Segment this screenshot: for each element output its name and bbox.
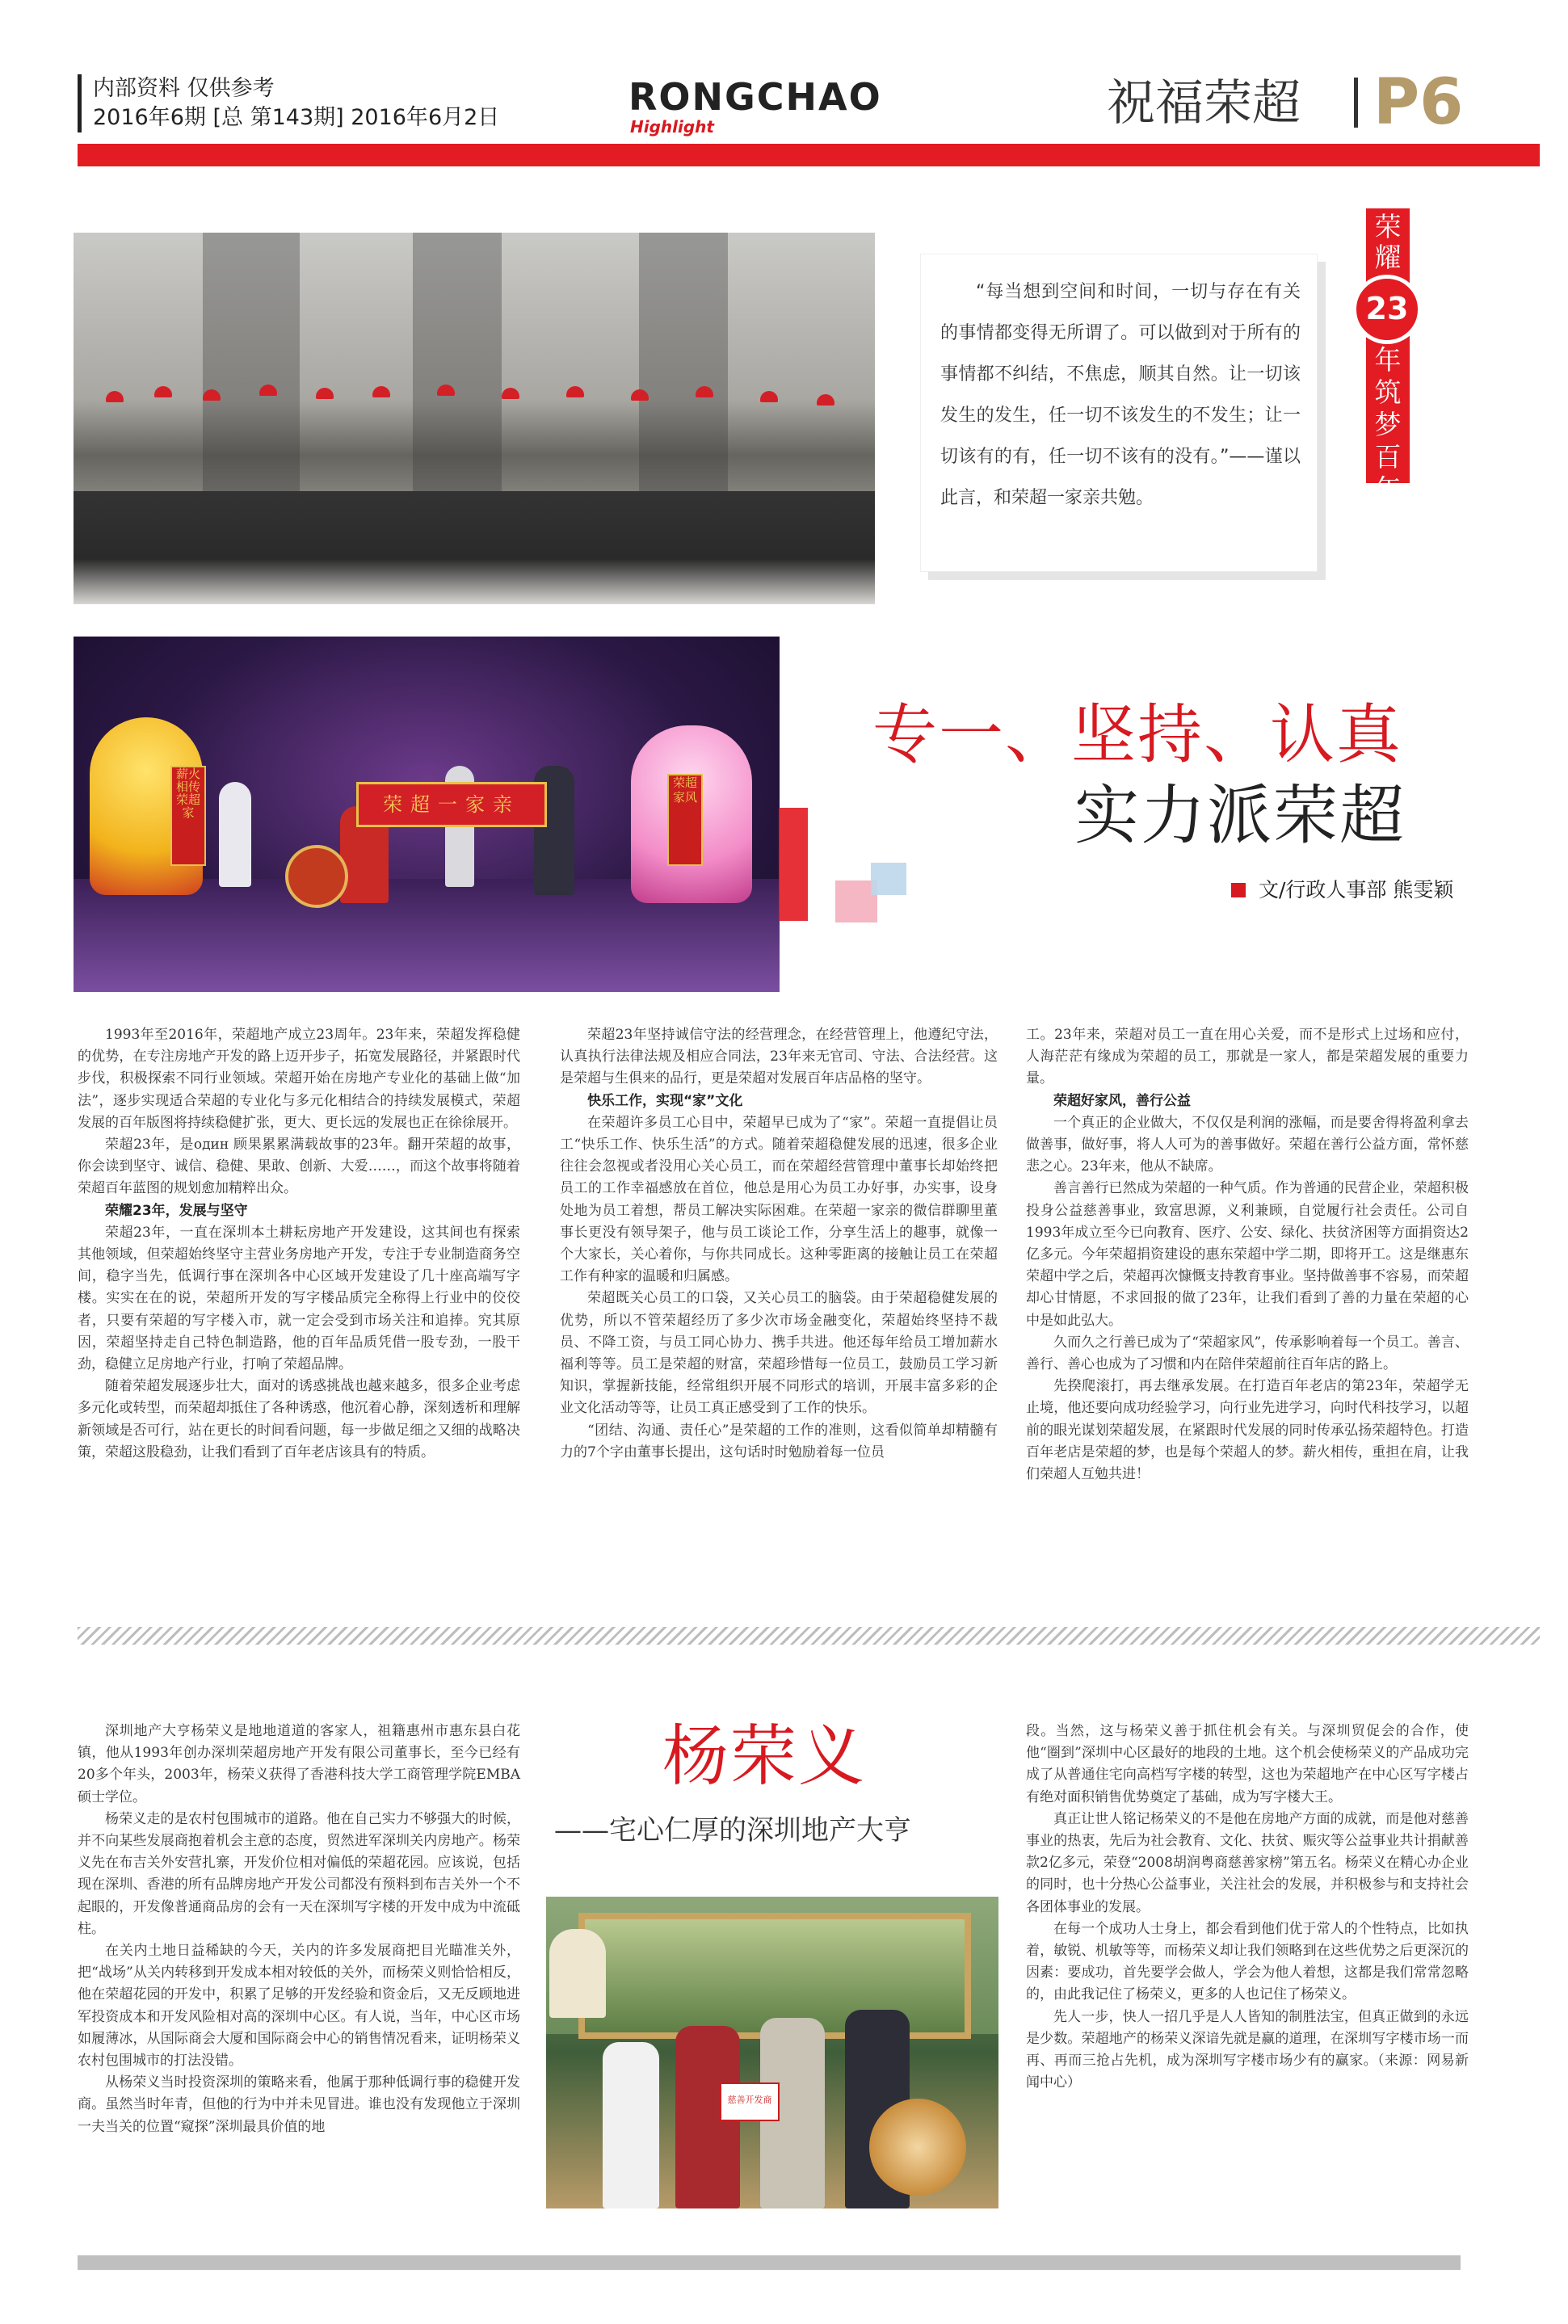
stage-banner — [356, 782, 547, 827]
paragraph: 荣超23年，一直在深圳本土耕耘房地产开发建设，这其间也有探索其他领域，但荣超始终坚守主营业务房地产开发，专注于专业制造商务空间，稳字当先，低调行事在深圳各中心区域开发建设了几十座高端写字楼。实实在在的说，荣超所开发的写字楼品质完全称得上行业中的佼佼者，只要有荣超的写字楼入市，就一定会受到市场关注和追捧。究其原因，荣超坚持走自己特色制造路，他的百年品质凭借一股专劲，一股干劲，稳健立足房地产行业，打响了荣超品牌。 — [78, 1224, 520, 1373]
article1-col3 — [1026, 1024, 1469, 1486]
award-photo — [546, 1897, 998, 2208]
paragraph: 久而久之行善已成为了“荣超家风”，传承影响着每一个员工。善言、善行、善心也成为了习惯和内在陪伴荣超前往百年店的路上。 — [1026, 1334, 1469, 1373]
paragraph: 在关内土地日益稀缺的今天，关内的许多发展商把目光瞄准关外，把“战场”从关内转移到开发成本相对较低的关外，而杨荣义则恰恰相反，他在荣超花园的开发中，积累了足够的开发经验和资金后，又无反顾地进军投资成本和开发风险相对高的深圳中心区。有人说，当年，中心区市场如履薄冰，从国际商会大厦和国际商会中心的销售情况看来，证明杨荣义农村包围城市的打法没错。 — [78, 1943, 520, 2070]
stage-photo — [74, 637, 780, 992]
page-number: P6 — [1373, 66, 1464, 139]
ribbon-bottom: 年筑梦百年 — [1374, 344, 1402, 505]
paragraph: 段。当然，这与杨荣义善于抓住机会有关。与深圳贸促会的合作，使他“圈到”深圳中心区最好的地段的土地。这个机会使杨荣义的产品成功完成了从普通住宅向高档写字楼的转型，这也为荣超地产在中心区写字楼占有绝对面积销售优势奠定了基础，成为写字楼大王。 — [1026, 1723, 1469, 1805]
paragraph: 工。23年来，荣超对员工一直在用心关爱，而不是形式上过场和应付，人海茫茫有缘成为荣超的员工，那就是一家人，都是荣超发展的重要力量。 — [1026, 1027, 1469, 1087]
logo-sub: Highlight — [630, 117, 714, 137]
section-divider — [78, 1627, 1540, 1645]
article1-col2 — [560, 1024, 998, 1464]
paragraph: 真正让世人铭记杨荣义的不是他在房地产方面的成就，而是他对慈善事业的热衷，先后为社会教育、文化、扶贫、赈灾等公益事业共计捐献善款2亿多元，荣登“2008胡润粤商慈善家榜”第五名。杨荣义在精心办企业的同时，也十分热心公益事业，关注社会的发展，并积极参与和支持社会各团体事业的发展。 — [1026, 1810, 1469, 1915]
ribbon-top: 荣耀 — [1374, 211, 1402, 273]
article2-col1 — [78, 1721, 520, 2138]
header-red-rule — [78, 144, 1540, 166]
logo — [628, 77, 882, 137]
byline-marker — [1231, 883, 1246, 897]
article1-col1 — [78, 1024, 520, 1464]
header-divider — [1354, 78, 1358, 128]
decor-square-red — [779, 808, 808, 921]
byline — [1231, 876, 1453, 905]
paragraph: 一个真正的企业做大，不仅仅是利润的涨幅，而是要舍得将盈利拿去做善事，做好事，将人人可为的善事做好。荣超在善行公益方面，常怀慈悲之心。23年来，他从不缺席。 — [1026, 1114, 1469, 1175]
paragraph: 荣超既关心员工的口袋，又关心员工的脑袋。由于荣超稳健发展的优势，所以不管荣超经历了多少次市场金融变化，荣超始终坚持不裁员、不降工资，与员工同心协力、携手共进。他还每年给员工增加薪水福利等等。员工是荣超的财富，荣超珍惜每一位员工，鼓励员工学习新知识，掌握新技能，经常组织开展不同形式的培训，开展丰富多彩的企业文化活动等等，让员工真正感受到了工作的快乐。 — [560, 1290, 998, 1417]
lion2-scroll: 荣超家风 — [667, 774, 703, 866]
paragraph: “团结、沟通、责任心”是荣超的工作的准则，这看似简单却精髓有力的7个字由董事长提出，这句话时时勉励着每一位员 — [560, 1422, 998, 1460]
decor-square-blue — [871, 863, 906, 895]
paragraph: 1993年至2016年，荣超地产成立23周年。23年来，荣超发挥稳健的优势，在专注房地产开发的路上迈开步子，拓宽发展路径，并紧跟时代步伐，积极探索不同行业领域。荣超开始在房地产专业化的基础上做“加法”，逐步实现适合荣超的专业化与多元化相结合的持续发展模式，荣超发展的百年版图将持续稳健扩张，更大、更长远的发展也正在徐徐展开。 — [78, 1027, 520, 1131]
article-title-line1: 专一、坚持、认真 — [872, 697, 1402, 772]
anniversary-ribbon-text — [1366, 212, 1410, 506]
section-heading: 快乐工作，实现“家”文化 — [587, 1092, 743, 1109]
paragraph: 在每一个成功人士身上，都会看到他们优于常人的个性特点，比如执着，敏锐、机敏等等，而杨荣义却让我们领略到在这些优势之后更深沉的因素：要成功，首先要学会做人，学会为他人着想，这都是我们常常忽略的，由此我记住了杨荣义，更多的人也记住了杨荣义。 — [1026, 1920, 1469, 2003]
section-title: 祝福荣超 — [1107, 75, 1301, 132]
byline-text: 文/行政人事部 熊雯颖 — [1259, 878, 1454, 901]
anniversary-number: 23 — [1365, 291, 1409, 326]
paragraph: 在荣超许多员工心目中，荣超早已成为了“家”。荣超一直提倡让员工“快乐工作、快乐生活”的方式。随着荣超稳健发展的迅速，很多企业往往会忽视或者没用心关心员工，而在荣超经营管理中董事长却始终把员工的工作幸福感放在首位，他总是用心为员工办好事，办实事，设身处地为员工着想，帮员工解决实际困难。在荣超一家亲的微信群聊里董事长更没有领导架子，他与员工谈论工作，分享生活上的趣事，就像一个大家长，关心着你，与你共同成长。这种零距离的接触让员工在荣超工作有种家的温暖和归属感。 — [560, 1114, 998, 1285]
paragraph: 从杨荣义当时投资深圳的策略来看，他属于那种低调行事的稳健开发商。虽然当时年青，但他的行为中并未见冒进。谁也没有发现他立于深圳一夫当关的位置“窥探”深圳最具价值的地 — [78, 2074, 520, 2135]
issue-info — [78, 74, 499, 132]
paragraph: 杨荣义走的是农村包围城市的道路。他在自己实力不够强大的时候，并不向某些发展商抱着机会主意的态度，贸然进军深圳关内房地产。杨荣义先在布吉关外安营扎寨，开发价位相对偏低的荣超花园。应该说，包括现在深圳、香港的所有品牌房地产开发公司都没有预料到布吉关外一个不起眼的，开发像普通商品房的会有一天在深圳写字楼的开发中成为中流砥柱。 — [78, 1810, 520, 1937]
article2-col3 — [1026, 1721, 1469, 2094]
gift-basket — [869, 2099, 966, 2196]
section-heading: 荣耀23年，发展与坚守 — [105, 1202, 248, 1219]
crowd — [74, 491, 875, 604]
article-title-line2: 实力派荣超 — [1074, 778, 1406, 853]
logo-main: RONGCHAO — [628, 75, 882, 119]
section-heading: 荣超好家风，善行公益 — [1053, 1092, 1191, 1109]
paragraph: 随着荣超发展逐步壮大，面对的诱惑挑战也越来越多，很多企业考虑多元化或转型，而荣超却抵住了各种诱惑，他沉着心静，深刻透析和理解新领域是否可行，站在更长的时间看问题，每一步做足细之又细的战略决策，荣超这股稳劲，让我们看到了百年老店该具有的特质。 — [78, 1378, 520, 1460]
paragraph: 荣超23年坚持诚信守法的经营理念，在经营管理上，他遵纪守法，认真执行法律法规及相应合同法，23年来无官司、守法、合法经营。这是荣超与生俱来的品行，更是荣超对发展百年店品格的坚守。 — [560, 1027, 998, 1087]
paragraph: 先人一步，快人一招几乎是人人皆知的制胜法宝，但真正做到的永远是少数。荣超地产的杨荣义深谙先就是赢的道理，在深圳写字楼市场一而再、再而三抢占先机，成为深圳写字楼市场少有的赢家。（来源：网易新闻中心） — [1026, 2008, 1469, 2091]
quote-text: “每当想到空间和时间，一切与存在有关的事情都变得无所谓了。可以做到对于所有的事情都不纠结，不焦虑，顺其自然。让一切该发生的发生，任一切不该发生的不发生；让一切该有的有，任一切不该有的没有。”——谨以此言，和荣超一家亲共勉。 — [940, 282, 1301, 508]
paragraph: 荣超23年，是один 顾果累累满载故事的23年。翻开荣超的故事，你会读到坚守、诚信、稳健、果敢、创新、大爱……，而这个故事将随着荣超百年蓝图的规划愈加精粹出众。 — [78, 1137, 520, 1197]
article2-subtitle: ——宅心仁厚的深圳地产大亨 — [554, 1814, 911, 1847]
footer-bar — [78, 2255, 1461, 2270]
article2-title: 杨荣义 — [662, 1718, 867, 1795]
group-photo — [74, 233, 875, 604]
issue-line2: 2016年6期 [总 第143期] 2016年6月2日 — [93, 105, 500, 130]
paragraph: 先揆爬滚打，再去继承发展。在打造百年老店的第23年，荣超学无止境，他还要向成功经验学习，向行业先进学习，向时代科技学习，以超前的眼光谋划荣超发展，在紧跟时代发展的同时传承弘扬荣超特色。打造百年老店是荣超的梦，也是每个荣超人的梦。薪火相传，重担在肩，让我们荣超人互勉共进！ — [1026, 1378, 1469, 1483]
lion1-scroll: 薪火相传荣超家 — [170, 766, 206, 866]
paragraph: 善言善行已然成为荣超的一种气质。作为普通的民营企业，荣超积极投身公益慈善事业，致富思源，义利兼顾，自觉履行社会责任。公司自1993年成立至今已向教育、医疗、公安、绿化、扶贫济困等方面捐资达2亿多元。今年荣超捐资建设的惠东荣超中学二期，即将开工。这是继惠东荣超中学之后，荣超再次慷慨支持教育事业。坚持做善事不容易，而荣超却心甘情愿，不求回报的做了23年，让我们看到了善的力量在荣超的心中是如此弘大。 — [1026, 1180, 1469, 1329]
award-card: 慈善开发商 — [720, 2082, 780, 2121]
drum — [285, 845, 348, 908]
stage-banner-text: 荣超一家亲 — [383, 793, 520, 816]
paragraph: 深圳地产大亨杨荣义是地地道道的客家人，祖籍惠州市惠东县白花镇，他从1993年创办深圳荣超房地产开发有限公司董事长，至今已经有20多个年头，2003年，杨荣义获得了香港科技大学工商管理学院EMBA硕士学位。 — [78, 1723, 520, 1805]
issue-line1: 内部资料 仅供参考 — [93, 76, 275, 101]
